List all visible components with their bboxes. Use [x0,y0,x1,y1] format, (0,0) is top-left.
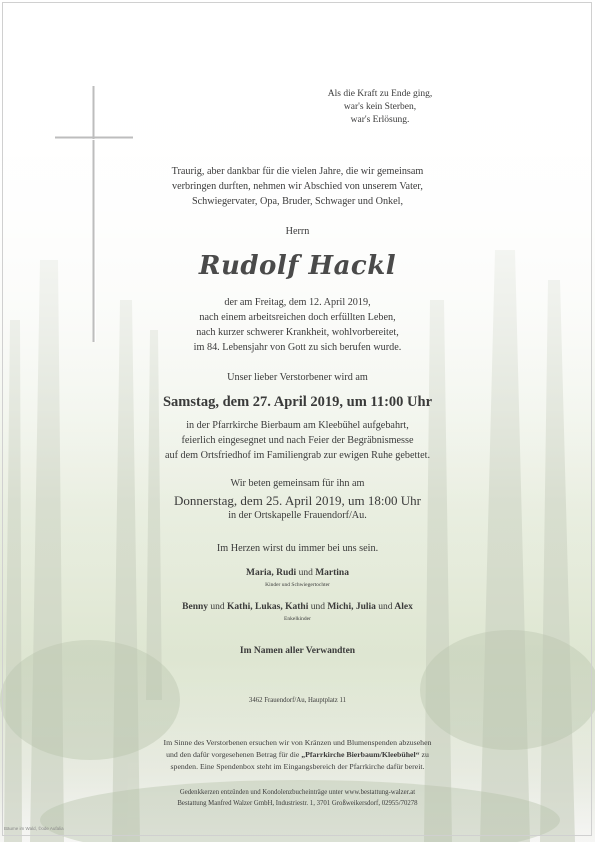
grandchild-name: Julia [355,602,376,612]
grandchild-name: Kathi [227,602,251,612]
grandchildren-names: Benny und Kathi, Lukas, Kathi und Michi, Julia und Alex [182,602,413,612]
burial-line: in der Pfarrkirche Bierbaum am Kleebühel aufgebahrt, [186,420,409,431]
donation-recipient: „Pfarrkirche Bierbaum/Kleebühel“ [301,750,420,759]
death-line: nach einem arbeitsreichen doch erfüllten Leben, [199,312,396,323]
motto-line: war's kein Sterben, [343,102,417,112]
grandchild-name: Benny [182,602,209,612]
grandchild-name: Alex [394,602,413,612]
death-line: der am Freitag, dem 12. April 2019, [224,297,371,308]
burial-line: auf dem Ortsfriedhof im Familiengrab zur ewigen Ruhe gebettet. [164,450,431,461]
grandchildren-caption: Enkelkinder [284,616,311,622]
heart-line: Im Herzen wirst du immer bei uns sein. [216,543,379,554]
motto-line: war's Erlösung. [350,115,410,125]
prayer-date: Donnerstag, dem 25. April 2019, um 18:00 Uhr [174,493,421,508]
burial-date: Samstag, dem 27. April 2019, um 11:00 Uhr [162,394,433,410]
children-caption: Kinder und Schwiegertochter [265,582,330,588]
motto-line: Als die Kraft zu Ende ging, [327,89,433,99]
child-name: Maria [246,568,272,578]
grandchild-name: Lukas [255,602,281,612]
grandchild-name: Michi [327,602,352,612]
page-border [2,2,592,836]
donation-line: und den dafür vorgesehenen Betrag für die „Pfarrkirche Bierbaum/Kleebühel“ zu [166,750,429,759]
intro-line: verbringen durften, nehmen wir Abschied von unserem Vater, [172,181,423,192]
burial-intro: Unser lieber Verstorbener wird am [227,372,368,383]
donation-line: Im Sinne des Verstorbenen ersuchen wir von Kränzen und Blumenspenden abzusehen [163,738,432,747]
footer-line: Gedenkkerzen entzünden und Kondolenzbucheinträge unter www.bestattung-walzer.at [179,789,416,796]
death-line: im 84. Lebensjahr von Gott zu sich berufen wurde. [193,342,402,353]
death-line: nach kurzer schwerer Krankheit, wohlvorbereitet, [196,327,399,338]
intro-line: Schwiegervater, Opa, Bruder, Schwager und Onkel, [191,196,404,207]
prayer-intro: Wir beten gemeinsam für ihn am [230,478,365,489]
footer-line: Bestattung Manfred Walzer GmbH, Industriestr. 1, 3701 Großweikersdorf, 02955/70278 [177,800,418,807]
image-credit: Bäume im Wald, ©ode Aufalia [4,826,64,831]
deceased-name: Rudolf Hackl [198,251,397,281]
salutation: Herrn [285,226,310,237]
child-name: Rudi [276,568,297,578]
child-name: Martina [315,568,349,578]
children-names: Maria, Rudi und Martina [246,568,349,578]
grandchild-name: Kathi [285,602,309,612]
donation-line: spenden. Eine Spendenbox steht im Eingangsbereich der Pfarrkirche dafür bereit. [170,762,425,771]
burial-line: feierlich eingesegnet und nach Feier der Begräbnismesse [181,435,414,446]
intro-line: Traurig, aber dankbar für die vielen Jahre, die wir gemeinsam [171,166,424,177]
relatives-line: Im Namen aller Verwandten [239,646,356,656]
prayer-place: in der Ortskapelle Frauendorf/Au. [228,510,367,521]
mourner-address: 3462 Frauendorf/Au, Hauptplatz 11 [248,697,347,704]
